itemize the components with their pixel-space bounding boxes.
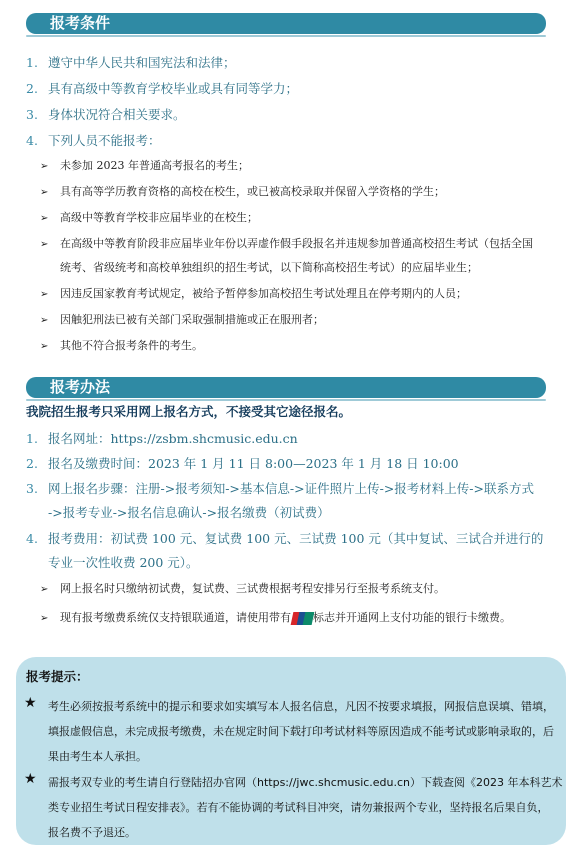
section-banner-method [26, 377, 546, 398]
section-banner-conditions [26, 13, 546, 34]
list-item: 1. 报名网址：https://zsbm.shcmusic.edu.cn [26, 431, 298, 446]
sub-item: ➢ 未参加 2023 年普通高考报名的考生； [40, 159, 249, 172]
list-item: 4. 报考费用：初试费 100 元、复试费 100 元、三试费 100 元（其中复试、三试合并进行的 [26, 531, 544, 546]
list-item: 2. 具有高级中等教育学校毕业或具有同等学力； [26, 81, 299, 96]
arrow-bullet-icon: ➢ [40, 187, 49, 198]
list-item: 2. 报名及缴费时间：2023 年 1 月 11 日 8:00—2023 年 1 月 18 日 10:00 [26, 456, 459, 471]
list-item-continuation: ->报考专业->报名信息确认->报名缴费（初试费） [48, 505, 330, 520]
sub-item-continuation: 统考、省级统考和高校单独组织的招生考试，以下简称高校招生考试）的应届毕业生； [60, 261, 478, 274]
sub-item: ➢ 具有高等学历教育资格的高校在校生，或已被高校录取并保留入学资格的学生； [40, 185, 445, 198]
sub-item: ➢ 其他不符合报考条件的考生。 [40, 339, 203, 352]
sub-item: ➢ 高级中等教育学校非应届毕业的在校生； [40, 211, 258, 224]
arrow-bullet-icon: ➢ [40, 315, 49, 326]
method-intro: 我院招生报考只采用网上报名方式，不接受其它途径报名。 [26, 404, 352, 419]
list-item: 4. 下列人员不能报考： [26, 133, 161, 148]
tip-line: 果由考生本人承担。 [48, 750, 147, 763]
arrow-bullet-icon: ➢ [40, 341, 49, 352]
arrow-bullet-icon: ➢ [40, 613, 49, 624]
section-title: 报考办法 [50, 378, 111, 396]
tips-title: 报考提示： [26, 669, 89, 684]
tip-line: 填报虚假信息，未完成报考缴费，未在规定时间下载打印考试材料等原因造成不能考试或影响录取的，后 [48, 725, 554, 738]
sub-item: ➢ 因违反国家教育考试规定，被给予暂停参加高校招生考试处理且在停考期内的人员； [40, 287, 467, 300]
arrow-bullet-icon: ➢ [40, 213, 49, 224]
star-bullet-icon: ★ [24, 695, 37, 711]
tip-line: 考生必须按报考系统中的提示和要求如实填写本人报名信息，凡因不按要求填报，网报信息误填、错填， [48, 700, 554, 713]
section-title: 报考条件 [50, 14, 111, 32]
tip-line: 报名费不予退还。 [48, 826, 136, 839]
sub-item: ➢ 网上报名时只缴纳初试费，复试费、三试费根据考程安排另行至报考系统支付。 [40, 582, 445, 595]
sub-item: ➢ 在高级中等教育阶段非应届毕业年份以弄虚作假手段报名并违规参加普通高校招生考试（包括全国 [40, 237, 533, 250]
arrow-bullet-icon: ➢ [40, 239, 49, 250]
tip-line: 类专业招生考试日程安排表》。若有不能协调的考试科目冲突，请勿兼报两个专业，坚持报名后果自负， [48, 801, 549, 814]
list-item: 3. 网上报名步骤：注册->报考须知->基本信息->证件照片上传->报考材料上传->联系方式 [26, 481, 534, 496]
sub-item: ➢ 现有报考缴费系统仅支持银联通道，请使用带有 标志并开通网上支付功能的银行卡缴费。 [40, 611, 511, 624]
list-item: 1. 遵守中华人民共和国宪法和法律； [26, 55, 236, 70]
list-item: 3. 身体状况符合相关要求。 [26, 107, 186, 122]
star-bullet-icon: ★ [24, 771, 37, 787]
arrow-bullet-icon: ➢ [40, 289, 49, 300]
list-item-continuation: 专业一次性收费 200 元）。 [48, 555, 199, 570]
sub-item: ➢ 因触犯刑法已被有关部门采取强制措施或正在服刑者； [40, 313, 324, 326]
unionpay-logo-icon [291, 612, 313, 625]
arrow-bullet-icon: ➢ [40, 584, 49, 595]
arrow-bullet-icon: ➢ [40, 161, 49, 172]
tip-line: 需报考双专业的考生请自行登陆招办官网（https://jwc.shcmusic.edu.cn）下载查阅《2023 年本科艺术 [48, 776, 563, 789]
